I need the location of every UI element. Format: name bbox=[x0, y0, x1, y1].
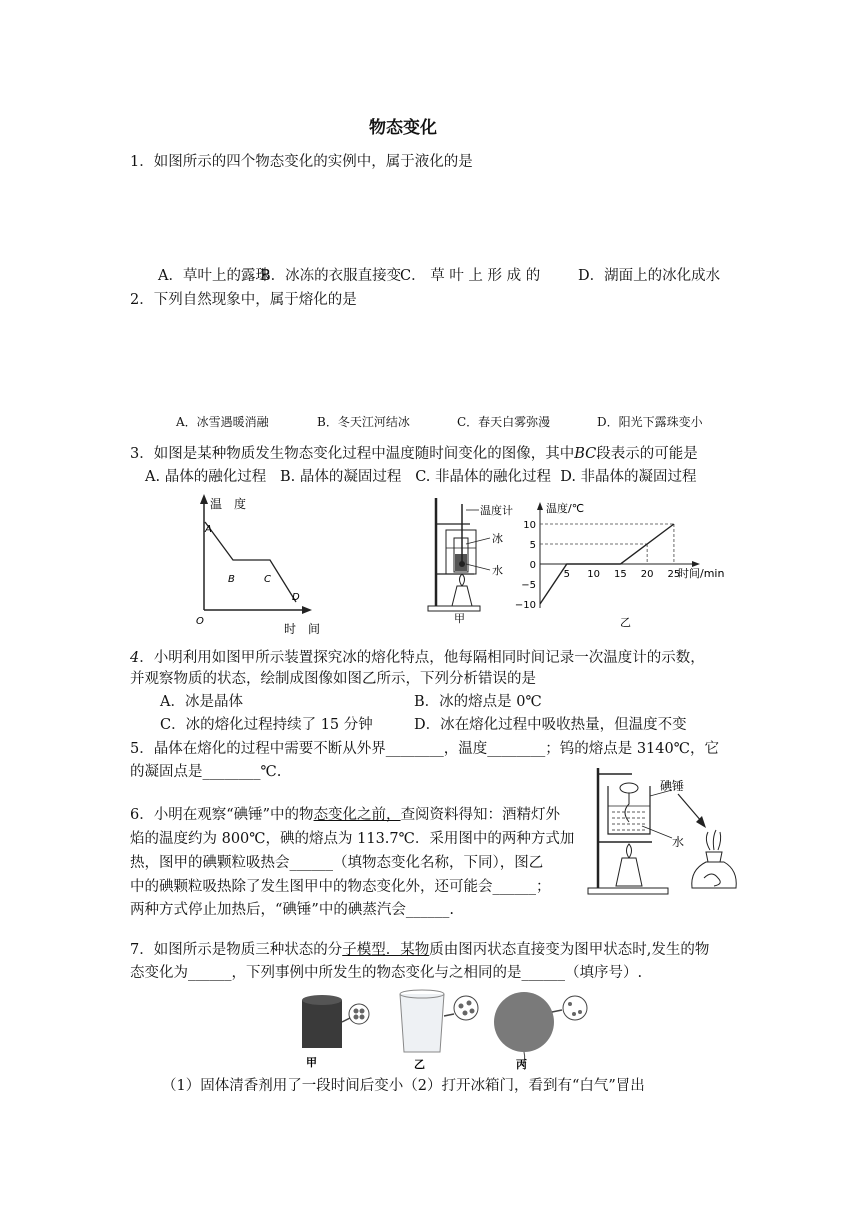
q7-line-1-underlined: 子模型．某物 bbox=[342, 942, 430, 958]
q4-line-1-text: ．小明利用如图甲所示装置探究冰的熔化特点，他每隔相同时间记录一次温度计的示数， bbox=[139, 650, 705, 666]
chart-y-arrow bbox=[537, 502, 543, 510]
page-title: 物态变化 bbox=[369, 118, 437, 138]
q6-line-3: 热，图甲的碘颗粒吸热会______（填物态变化名称，下同），图乙 bbox=[130, 855, 544, 871]
q4-option-c: C．冰的熔化过程持续了 15 分钟 bbox=[160, 717, 373, 733]
graph1-xlabel: 时 间 bbox=[284, 622, 321, 636]
q4-line-1 bbox=[130, 650, 705, 667]
q7-line-1-a: 7．如图所示是物质三种状态的分 bbox=[130, 942, 343, 958]
q2-option-c: C．春天白雾弥漫 bbox=[457, 415, 551, 429]
iodine-label-hammer: 碘锤 bbox=[660, 779, 685, 793]
q3-stem bbox=[130, 446, 698, 463]
ice-melting-chart bbox=[512, 500, 728, 630]
chart-xtick-label: 5 bbox=[563, 569, 570, 580]
q6-line-1 bbox=[130, 807, 560, 824]
graph1-point-a: A bbox=[205, 524, 212, 535]
molecular-model-figure bbox=[294, 986, 624, 1072]
q4-option-b: B．冰的熔点是 0℃ bbox=[414, 694, 542, 710]
graph1-origin: O bbox=[196, 616, 204, 627]
q2-option-a: A．冰雪遇暖消融 bbox=[176, 415, 269, 429]
graph1-point-b: B bbox=[228, 574, 235, 585]
iodine-hammer-figure bbox=[586, 766, 746, 902]
q4-number: 4 bbox=[130, 650, 140, 666]
model-caption-jia: 甲 bbox=[306, 1056, 317, 1069]
q1-option-d: D．湖面上的冰化成水 bbox=[578, 268, 721, 284]
graph1-point-d: D bbox=[292, 592, 300, 603]
melting-apparatus-figure bbox=[424, 494, 524, 624]
temperature-time-graph bbox=[188, 492, 338, 637]
chart-caption: 乙 bbox=[620, 616, 631, 629]
chart-ytick-label: −5 bbox=[521, 580, 536, 591]
graph1-ylabel: 温 度 bbox=[210, 497, 247, 511]
q5-line-2: 的凝固点是________℃. bbox=[130, 764, 282, 780]
q1-option-c: C． 草 叶 上 形 成 的 bbox=[400, 268, 541, 284]
q3-bc: BC bbox=[574, 446, 597, 462]
chart-xlabel: 时间/min bbox=[678, 567, 725, 580]
model-caption-yi: 乙 bbox=[414, 1058, 425, 1071]
chart-xtick-label: 10 bbox=[587, 569, 600, 580]
apparatus-caption: 甲 bbox=[454, 612, 465, 624]
chart-xtick-label: 15 bbox=[613, 569, 627, 580]
graph1-point-c: C bbox=[264, 574, 271, 585]
apparatus-label-ice: 冰 bbox=[492, 532, 503, 545]
q6-line-4: 中的碘颗粒吸热除了发生图甲中的物态变化外，还可能会______； bbox=[130, 879, 551, 895]
q6-line-1-a: 6．小明在观察“碘锤”中的物 bbox=[130, 807, 314, 823]
q7-items: （1）固体清香剂用了一段时间后变小（2）打开冰箱门，看到有“白气”冒出 bbox=[162, 1078, 645, 1094]
q5-line-1: 5．晶体在熔化的过程中需要不断从外界________，温度________；钨的熔点是 3140℃，它 bbox=[130, 741, 719, 757]
chart-ytick-label: −10 bbox=[514, 600, 536, 611]
chart-xtick-label: 20 bbox=[640, 569, 654, 580]
q2-option-d: D．阳光下露珠变小 bbox=[597, 415, 703, 429]
q4-option-d: D．冰在熔化过程中吸收热量，但温度不变 bbox=[414, 717, 687, 733]
q6-line-1-b: 查阅资料得知：酒精灯外 bbox=[400, 807, 561, 823]
model-caption-bing: 丙 bbox=[516, 1058, 527, 1071]
q4-option-a: A．冰是晶体 bbox=[160, 694, 243, 710]
q2-option-b: B．冬天江河结冰 bbox=[317, 415, 410, 429]
q6-line-5: 两种方式停止加热后，“碘锤”中的碘蒸汽会______. bbox=[130, 902, 454, 918]
q1-option-a: A．草叶上的露珠 bbox=[158, 268, 270, 284]
q7-line-1 bbox=[130, 942, 709, 959]
q2-stem: 2．下列自然现象中，属于熔化的是 bbox=[130, 292, 357, 308]
q3-stem-tail: 段表示的可能是 bbox=[596, 446, 698, 462]
iodine-label-water: 水 bbox=[672, 835, 685, 849]
q1-option-b: B．冰冻的衣服直接变 bbox=[260, 268, 402, 284]
q6-line-1-underlined: 态变化之前， bbox=[313, 807, 401, 823]
q1-stem: 1．如图所示的四个物态变化的实例中，属于液化的是 bbox=[130, 154, 473, 170]
chart-xtick-label: 25 bbox=[667, 569, 681, 580]
q3-stem-text: 3．如图是某种物质发生物态变化过程中温度随时间变化的图像，其中 bbox=[130, 446, 575, 462]
chart-ytick-label: 5 bbox=[529, 540, 536, 551]
q3-options: A. 晶体的融化过程 B. 晶体的凝固过程 C. 非晶体的融化过程 D. 非晶体的凝固过程 bbox=[145, 469, 697, 485]
q7-line-1-b: 质由图丙状态直接变为图甲状态时,发生的物 bbox=[429, 942, 710, 958]
q7-line-2: 态变化为______，下列事例中所发生的物态变化与之相同的是______（填序号）. bbox=[130, 965, 643, 981]
q4-line-2: 并观察物质的状态，绘制成图像如图乙所示，下列分析错误的是 bbox=[130, 671, 536, 687]
chart-ytick-label: 10 bbox=[523, 520, 536, 531]
apparatus-label-water: 水 bbox=[492, 564, 503, 577]
q6-line-2: 焰的温度约为 800℃，碘的熔点为 113.7℃．采用图中的两种方式加 bbox=[130, 831, 575, 847]
chart-ylabel: 温度/℃ bbox=[546, 502, 585, 515]
apparatus-label-thermometer: 温度计 bbox=[480, 504, 513, 517]
chart-ytick-label: 0 bbox=[529, 560, 536, 571]
